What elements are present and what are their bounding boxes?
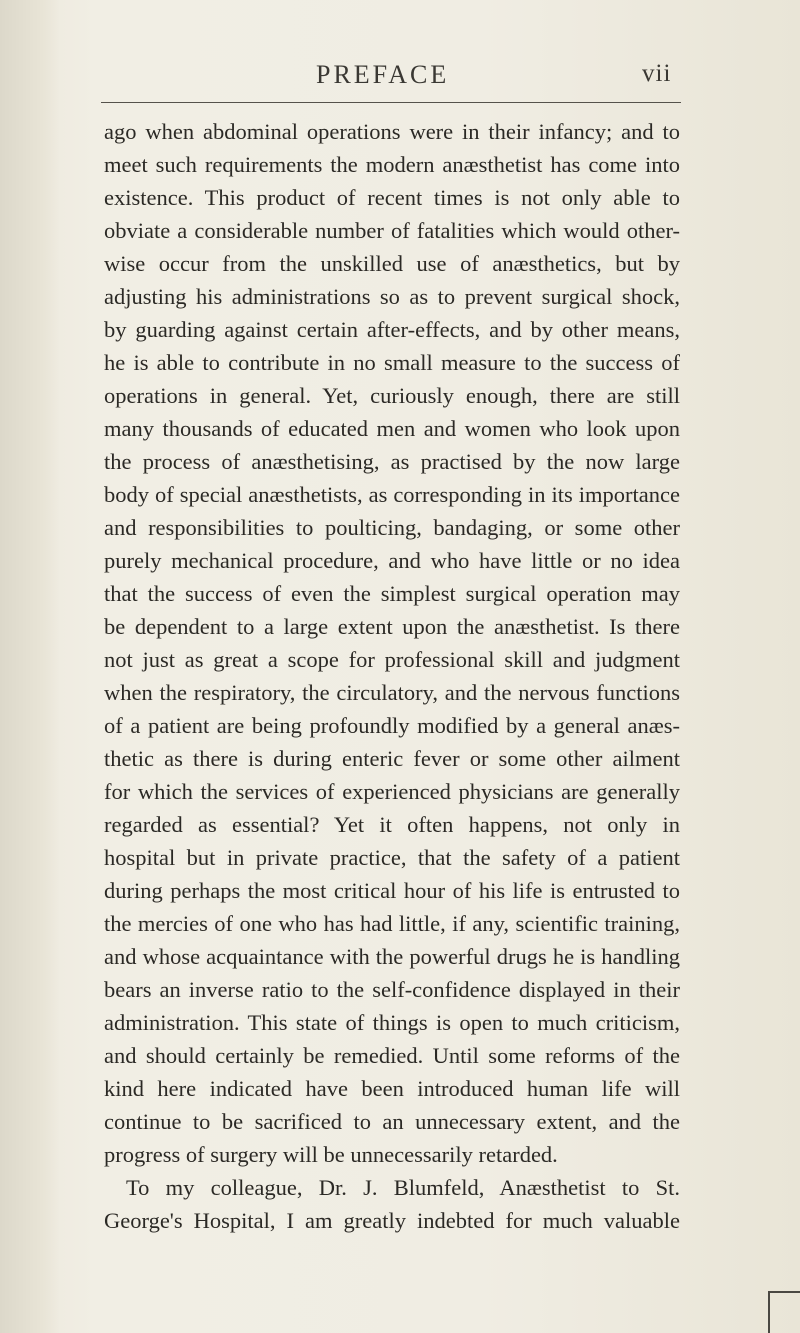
text-line: hospital but in private practice, that the safety of a patient [104, 845, 680, 870]
text-line: body of special anæsthetists, as corresponding in its importance [104, 482, 680, 507]
text-line: the mercies of one who has had little, if any, scientific training, [104, 911, 680, 936]
text-line: continue to be sacrificed to an unnecessary extent, and the [104, 1109, 680, 1134]
text-line: and responsibilities to poulticing, bandaging, or some other [104, 515, 680, 540]
paragraph-start-line: To my colleague, Dr. J. Blumfeld, Anæsthetist to St. [126, 1175, 680, 1200]
text-line: that the success of even the simplest surgical operation may [104, 581, 680, 606]
header-rule [101, 102, 681, 103]
text-line: ago when abdominal operations were in their infancy; and to [104, 119, 680, 144]
text-line: and whose acquaintance with the powerful drugs he is handling [104, 944, 680, 969]
text-line: many thousands of educated men and women who look upon [104, 416, 680, 441]
gutter-shadow [0, 0, 60, 1333]
running-title: PREFACE [316, 60, 450, 89]
text-line: regarded as essential? Yet it often happens, not only in [104, 812, 680, 837]
text-line: administration. This state of things is open to much criticism, [104, 1010, 680, 1035]
text-line: the process of anæsthetising, as practised by the now large [104, 449, 680, 474]
preface-text [104, 115, 680, 1237]
page-number: vii [642, 60, 672, 87]
text-line: existence. This product of recent times is not only able to [104, 185, 680, 210]
text-line: purely mechanical procedure, and who have little or no idea [104, 548, 680, 573]
text-line: meet such requirements the modern anæsthetist has come into [104, 152, 680, 177]
text-line: kind here indicated have been introduced human life will [104, 1076, 680, 1101]
text-line: when the respiratory, the circulatory, and the nervous functions [104, 680, 680, 705]
text-line: bears an inverse ratio to the self-confidence displayed in their [104, 977, 680, 1002]
text-line: during perhaps the most critical hour of his life is entrusted to [104, 878, 680, 903]
text-line: by guarding against certain after-effects, and by other means, [104, 317, 680, 342]
text-line: not just as great a scope for professional skill and judgment [104, 647, 680, 672]
text-line: operations in general. Yet, curiously enough, there are still [104, 383, 680, 408]
text-line: adjusting his administrations so as to prevent surgical shock, [104, 284, 680, 309]
text-line: for which the services of experienced physicians are generally [104, 779, 680, 804]
text-line: be dependent to a large extent upon the anæsthetist. Is there [104, 614, 680, 639]
text-line: George's Hospital, I am greatly indebted for much valuable [104, 1208, 680, 1233]
scan-corner-mark [768, 1291, 800, 1333]
text-line: thetic as there is during enteric fever or some other ailment [104, 746, 680, 771]
text-line: of a patient are being profoundly modified by a general anæs- [104, 713, 680, 738]
running-head [0, 60, 800, 96]
text-line: wise occur from the unskilled use of anæsthetics, but by [104, 251, 680, 276]
paragraph-end-line: progress of surgery will be unnecessarily retarded. [104, 1142, 558, 1167]
text-line: and should certainly be remedied. Until some reforms of the [104, 1043, 680, 1068]
text-line: he is able to contribute in no small measure to the success of [104, 350, 680, 375]
text-line: obviate a considerable number of fatalities which would other- [104, 218, 680, 243]
